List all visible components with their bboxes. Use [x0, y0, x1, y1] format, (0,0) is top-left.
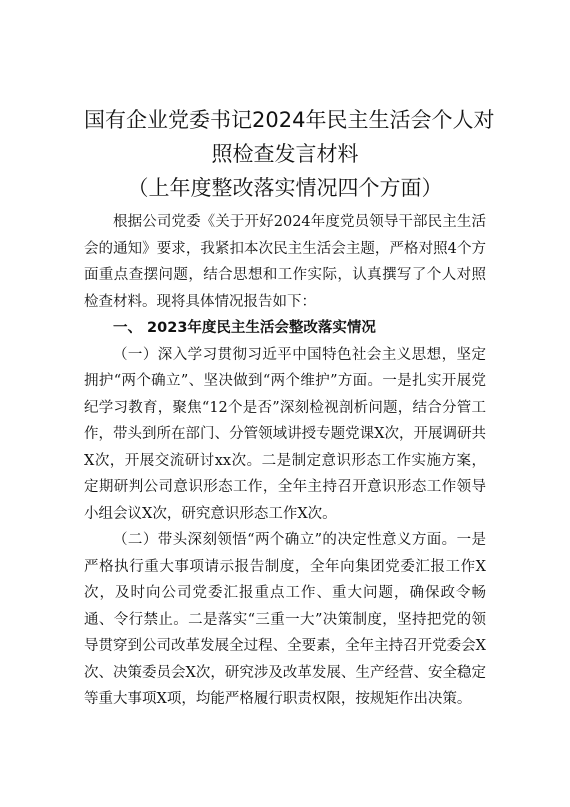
section-heading-1: 一、 2023年度民主生活会整改落实情况	[113, 320, 376, 336]
title-line-1: 国有企业党委书记2024年民主生活会个人对	[84, 108, 495, 132]
intro-paragraph: 根据公司党委《关于开好2024年度党员领导干部民主生活会的通知》要求，我紧扣本次民主生活会主题，严格对照4个方面重点查摆问题，结合思想和工作实际，认真撰写了个人对照检查材料。现将具体情况报告如下：	[84, 214, 486, 310]
title-line-2: 照检查发言材料	[211, 142, 359, 166]
document-title	[84, 103, 495, 205]
document-body	[84, 209, 486, 713]
item-paragraph-1: （一）深入学习贯彻习近平中国特色社会主义思想，坚定拥护“两个确立”、坚决做到“两个维护”方面。一是扎实开展党纪学习教育，聚焦“12个是否”深刻检视剖析问题，结合分管工作，带头到所在部门、分管领域讲授专题党课X次，开展调研共X次，开展交流研讨xx次。二是制定意识形态工作实施方案，定期研判公司意识形态工作，全年主持召开意识形态工作领导小组会议X次，研究意识形态工作X次。	[84, 346, 486, 522]
item-paragraph-2: （二）带头深刻领悟“两个确立”的决定性意义方面。一是严格执行重大事项请示报告制度，全年向集团党委汇报工作X次，及时向公司党委汇报重点工作、重大问题，确保政令畅通、令行禁止。二是落实“三重一大”决策制度，坚持把党的领导贯穿到公司改革发展全过程、全要素，全年主持召开党委会X次、决策委员会X次，研究涉及改革发展、生产经营、安全稳定等重大事项X项，均能严格履行职责权限，按规矩作出决策。	[84, 532, 486, 707]
title-line-3: （上年度整改落实情况四个方面）	[127, 176, 443, 200]
